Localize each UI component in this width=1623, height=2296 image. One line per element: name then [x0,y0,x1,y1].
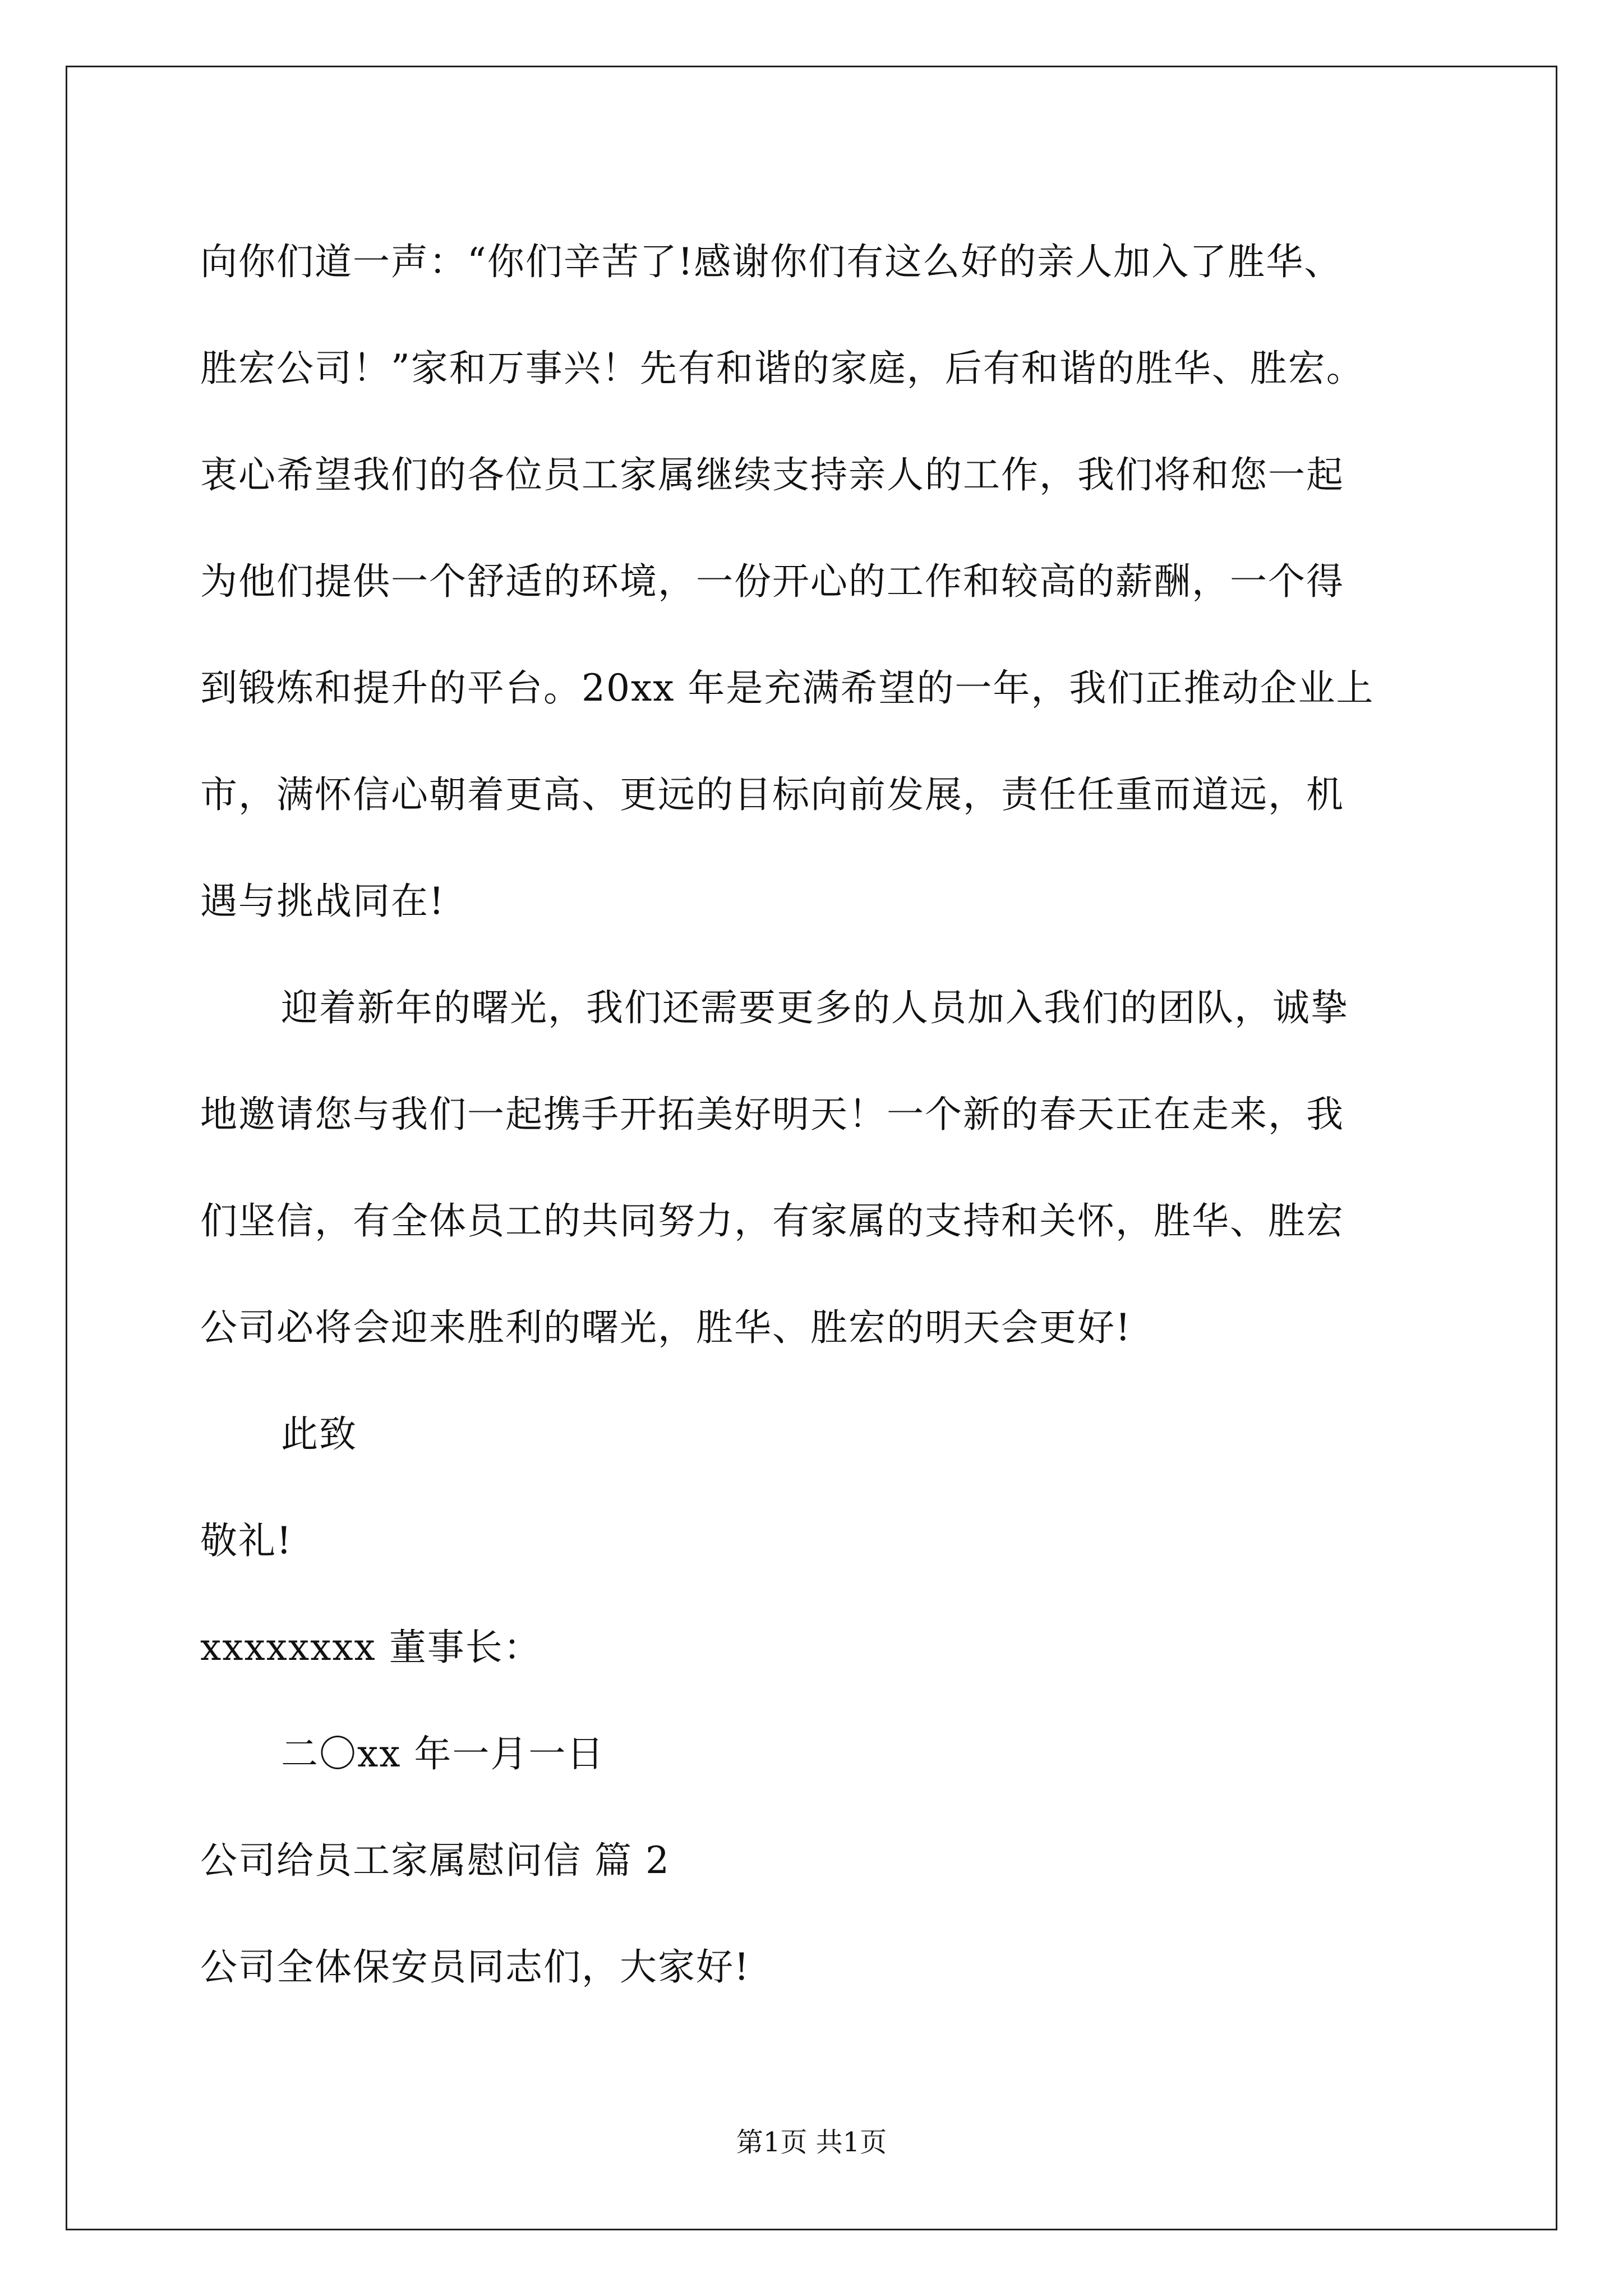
greeting-line: 公司全体保安员同志们，大家好! [200,1945,750,1989]
document-body [200,209,1434,2021]
salutation: 敬礼! [200,1519,293,1562]
text-line: 们坚信，有全体员工的共同努力，有家属的支持和关怀，胜华、胜宏 [200,1199,1344,1243]
text-line: 胜宏公司！”家和万事兴！先有和谐的家庭，后有和谐的胜华、胜宏。 [200,347,1364,390]
section-heading: 公司给员工家属慰问信 篇 2 [200,1839,670,1882]
text-line: 衷心希望我们的各位员工家属继续支持亲人的工作，我们将和您一起 [200,453,1344,496]
text-line: 为他们提供一个舒适的环境，一份开心的工作和较高的薪酬，一个得 [200,560,1344,603]
text-line: 向你们道一声：“你们辛苦了!感谢你们有这么好的亲人加入了胜华、 [200,240,1343,283]
text-line: 地邀请您与我们一起携手开拓美好明天！一个新的春天正在走来，我 [200,1093,1344,1136]
text-line: 到锻炼和提升的平台。20xx 年是充满希望的一年，我们正推动企业上 [200,666,1375,710]
closing-phrase: 此致 [281,1412,357,1456]
signature-title: xxxxxxxx 董事长： [200,1626,542,1669]
paragraph-start-line: 迎着新年的曙光，我们还需要更多的人员加入我们的团队，诚挚 [281,986,1349,1029]
text-line: 市，满怀信心朝着更高、更远的目标向前发展，责任任重而道远，机 [200,773,1344,816]
letter-date: 二〇xx 年一月一日 [281,1732,605,1775]
text-line: 公司必将会迎来胜利的曙光，胜华、胜宏的明天会更好! [200,1306,1132,1349]
text-line: 遇与挑战同在! [200,880,445,923]
page-footer: 第1页 共1页 [736,2127,887,2158]
